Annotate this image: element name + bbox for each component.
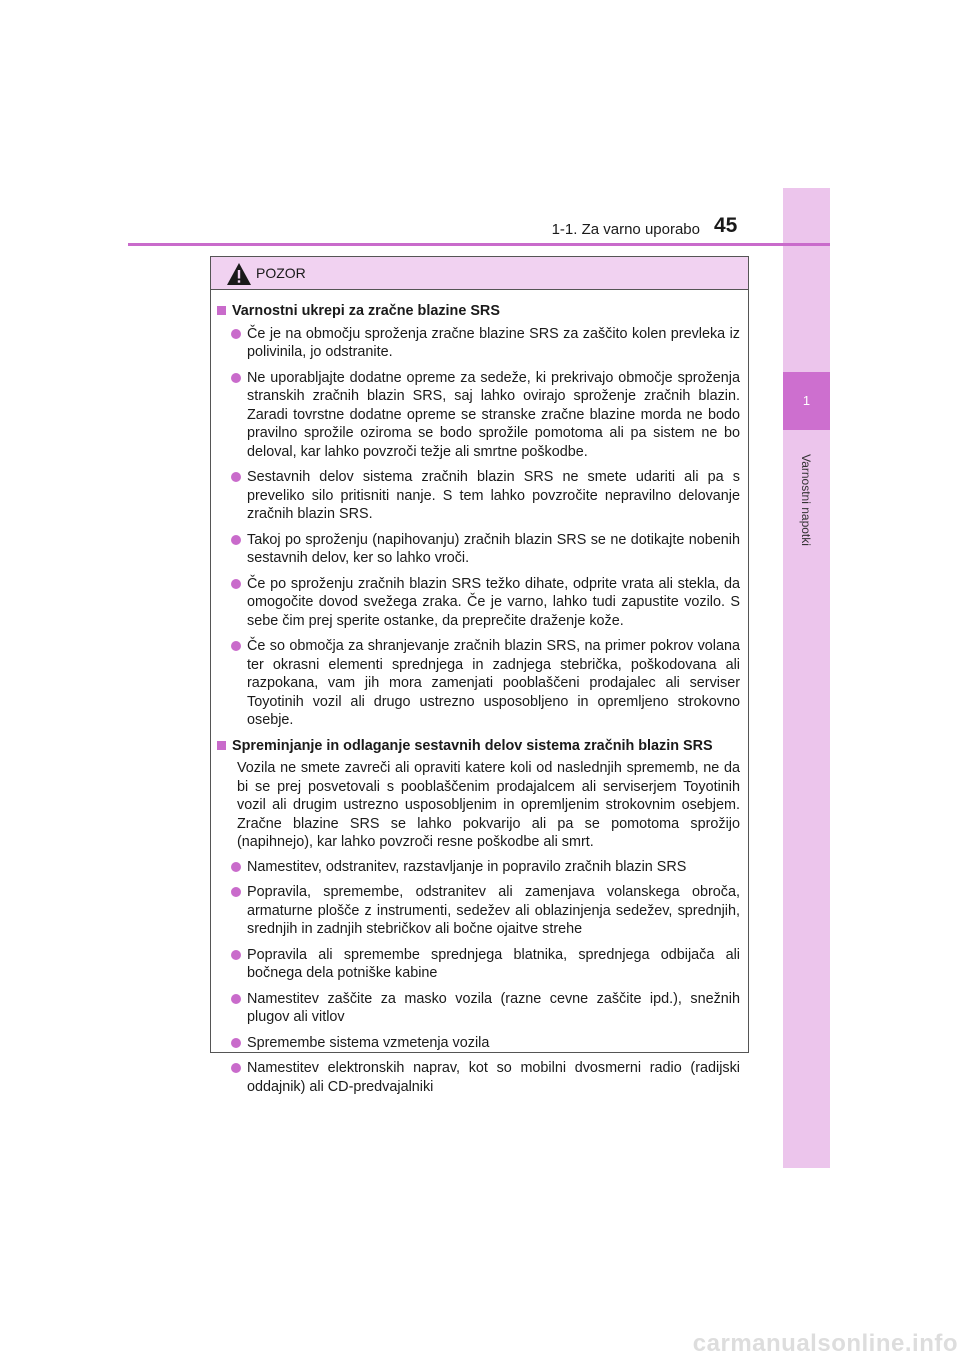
round-bullet-icon bbox=[231, 950, 241, 960]
round-bullet-icon bbox=[231, 887, 241, 897]
list-item-text: Ne uporabljajte dodatne opreme za sedeže, ki prekrivajo območje sproženja stranskih zračnih blazin SRS, saj lahko ovirajo sproženje zračnih blazin. Zaradi tovrstne dodatne opreme se stranske zračne blazine morda ne bodo pravilno sprožile oziroma se bodo sprožile pomotoma ali pa sistem ne bo deloval, kar lahko povzroči težje ali smrtne poškodbe. bbox=[247, 369, 740, 460]
square-bullet-icon bbox=[217, 306, 226, 315]
list-item bbox=[231, 531, 740, 568]
round-bullet-icon bbox=[231, 862, 241, 872]
list-item bbox=[231, 1034, 740, 1053]
list-item bbox=[231, 369, 740, 462]
list-item-text: Sestavnih delov sistema zračnih blazin SRS ne smete udariti ali pa s preveliko silo pritisniti nanje. S tem lahko povzročite nepravilno delovanje zračnih blazin SRS. bbox=[247, 469, 740, 522]
list-item-text: Če je na območju sproženja zračne blazine SRS za zaščito kolen prevleka iz polivinila, jo odstranite. bbox=[247, 325, 740, 360]
round-bullet-icon bbox=[231, 994, 241, 1004]
section-heading-text: Spreminjanje in odlaganje sestavnih delov sistema zračnih blazin SRS bbox=[232, 737, 713, 754]
list-item bbox=[231, 858, 740, 877]
round-bullet-icon bbox=[231, 472, 241, 482]
round-bullet-icon bbox=[231, 1038, 241, 1048]
chapter-side-tab bbox=[783, 188, 830, 1168]
warning-triangle-icon bbox=[226, 262, 252, 286]
round-bullet-icon bbox=[231, 579, 241, 589]
chapter-number-tab bbox=[783, 372, 830, 430]
round-bullet-icon bbox=[231, 329, 241, 339]
header-rule bbox=[128, 243, 830, 246]
caution-title: POZOR bbox=[256, 265, 306, 281]
list-item bbox=[231, 883, 740, 939]
list-item-text: Popravila ali spremembe sprednjega blatnika, sprednjega odbijača ali bočnega dela potniške kabine bbox=[247, 946, 740, 981]
caution-box bbox=[210, 256, 749, 1095]
chapter-title: Varnostni napotki bbox=[799, 454, 813, 546]
list-item-text: Če po sproženju zračnih blazin SRS težko dihate, odprite vrata ali stekla, da omogočite dovod svežega zraka. Če je varno, lahko tudi zapustite vozilo. S sebe čim prej sperite ostanke, da preprečite draženje kože. bbox=[247, 575, 740, 629]
section-paragraph: Vozila ne smete zavreči ali opraviti katere koli od naslednjih sprememb, ne da bi se prej posvetovali s pooblaščenim prodajalcem ali serviserjem Toyotinih vozil ali drugim ustrezno usposobljenim in opremljenim strokovnim osebjem. Zračne blazine SRS se lahko pokvarijo ali pa se pomotoma sprožijo (napihnejo), kar lahko povzroči resne poškodbe ali smrt. bbox=[237, 760, 740, 850]
section-title: 1-1. Za varno uporabo bbox=[551, 221, 700, 238]
list-item-text: Spremembe sistema vzmetenja vozila bbox=[247, 1034, 490, 1051]
square-bullet-icon bbox=[217, 741, 226, 750]
round-bullet-icon bbox=[231, 641, 241, 651]
list-item bbox=[231, 325, 740, 362]
list-item bbox=[231, 468, 740, 524]
list-item-text: Namestitev, odstranitev, razstavljanje in popravilo zračnih blazin SRS bbox=[247, 858, 687, 875]
list-item bbox=[231, 990, 740, 1027]
round-bullet-icon bbox=[231, 1063, 241, 1073]
round-bullet-icon bbox=[231, 373, 241, 383]
list-item-text: Takoj po sproženju (napihovanju) zračnih blazin SRS se ne dotikajte nobenih sestavnih delov, ker so lahko vroči. bbox=[247, 531, 740, 566]
round-bullet-icon bbox=[231, 535, 241, 545]
list-item-text: Popravila, spremembe, odstranitev ali zamenjava volanskega obroča, armaturne plošče z instrumenti, sedežev ali oblazinjenja sedežev, sprednjih, srednjih in zadnjih stebričkov ali bočne ojaitve strehe bbox=[247, 884, 740, 937]
caution-body bbox=[211, 290, 748, 1096]
caution-header bbox=[211, 257, 748, 290]
section-heading bbox=[217, 302, 740, 321]
list-item-text: Namestitev zaščite za masko vozila (razne cevne zaščite ipd.), snežnih plugov ali vitlov bbox=[247, 990, 740, 1025]
list-item bbox=[231, 575, 740, 631]
list-item bbox=[231, 1059, 740, 1096]
watermark-logo: carmanualsonline.info bbox=[692, 1330, 958, 1357]
page-number: 45 bbox=[714, 214, 738, 237]
list-item-text: Namestitev elektronskih naprav, kot so mobilni dvosmerni radio (radijski oddajnik) ali CD-predvajalniki bbox=[247, 1060, 740, 1095]
list-item bbox=[231, 637, 740, 730]
chapter-number: 1 bbox=[802, 393, 811, 408]
section-heading-text: Varnostni ukrepi za zračne blazine SRS bbox=[232, 303, 500, 319]
section-heading bbox=[217, 737, 740, 756]
list-item bbox=[231, 946, 740, 983]
list-item-text: Če so območja za shranjevanje zračnih blazin SRS, na primer pokrov volana ter okrasni elementi sprednjega in zadnjega stebrička, poškodovana ali razpokana, vam jih mora zamenjati pooblaščeni prodajalec ali serviser Toyotinih vozil ali drugo ustrezno usposobljeno in opremljeno strokovno osebje. bbox=[247, 638, 740, 728]
